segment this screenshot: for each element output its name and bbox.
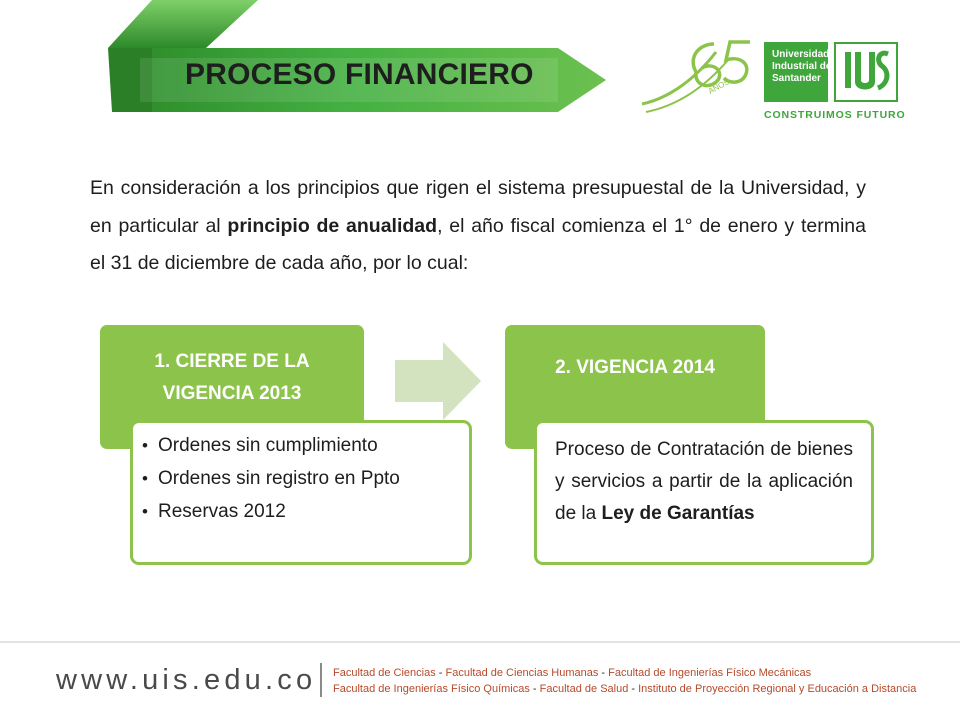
block-2-emphasis: Ley de Garantías <box>601 503 755 524</box>
page-title: PROCESO FINANCIERO <box>185 58 534 91</box>
uis-monogram-logo <box>834 42 898 102</box>
block-1-body <box>130 420 472 565</box>
website-link[interactable]: www.uis.edu.co <box>56 664 317 696</box>
intro-paragraph: En consideración a los principios que rigen el sistema presupuestal de la Universidad, y en particular al principio de anualidad, el año fiscal comienza el 1° de enero y termina el 31 de diciembre de cada año, por lo cual: <box>90 177 866 274</box>
faculties-line-2: Facultad de Ingenierías Físico Químicas - Facultad de Salud - Instituto de Proyección Regional y Educación a Distancia <box>333 683 917 695</box>
footer-separator <box>320 663 322 697</box>
anniversary-65-logo <box>636 38 762 118</box>
university-logo: Universidad Industrial de Santander <box>764 42 828 102</box>
footer-divider <box>0 641 960 643</box>
list-item: • Ordenes sin registro en Ppto <box>158 465 459 492</box>
logo-tagline: CONSTRUIMOS FUTURO <box>764 109 906 121</box>
faculties-line-1: Facultad de Ciencias - Facultad de Ciencias Humanas - Facultad de Ingenierías Físico Mecánicas <box>333 667 812 679</box>
intro-emphasis: principio de anualidad <box>227 214 438 237</box>
block-2-heading: 2. VIGENCIA 2014 <box>505 325 765 449</box>
flow-arrow-icon <box>395 342 485 420</box>
block-1-list <box>138 432 459 525</box>
svg-text:AÑOS: AÑOS <box>706 77 731 96</box>
list-item: • Ordenes sin cumplimiento <box>158 432 459 459</box>
ribbon-fold <box>108 0 258 48</box>
block-2-body: Proceso de Contratación de bienes y servicios a partir de la aplicación de la Ley de Garantías <box>534 420 874 565</box>
list-item: • Reservas 2012 <box>158 498 459 525</box>
block-1-heading: 1. CIERRE DE LA VIGENCIA 2013 <box>100 325 364 449</box>
